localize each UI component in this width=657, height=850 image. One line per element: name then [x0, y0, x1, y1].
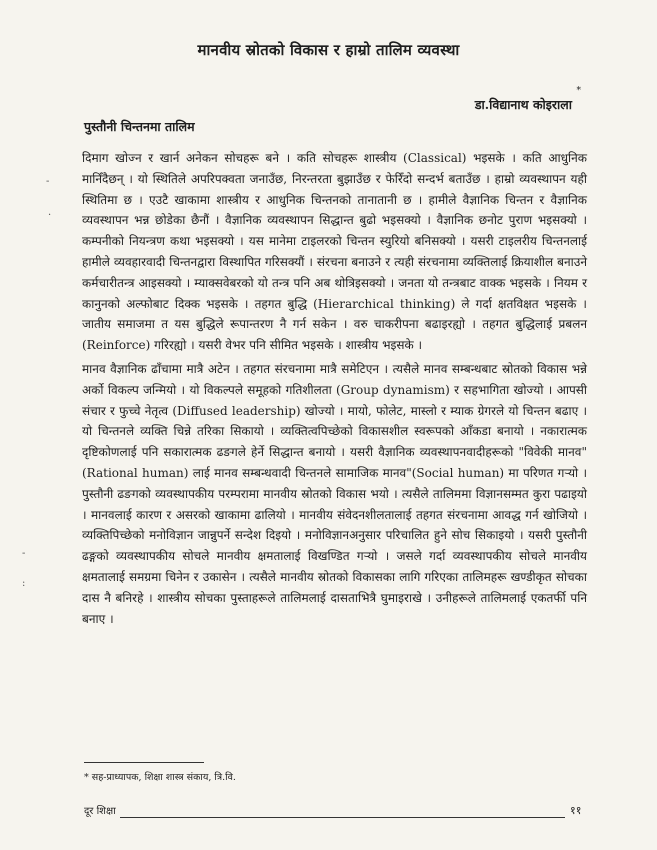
author-name: डा.विद्यानाथ कोइराला — [474, 97, 572, 112]
section-heading: पुस्तौनी चिन्तनमा तालिम — [84, 119, 195, 134]
scan-margin-mark: · — [48, 210, 52, 221]
body-paragraph: दिमाग खोज्न र खार्न अनेकन सोचहरू बने । कति सोचहरू शास्त्रीय (Classical) भइसके । कति आधुनिक मानिँदैछन् । यो स्थितिले अपरिपक्वता जनाउँछ, निरन्तरता बुझाउँछ र फेरिँदो सन्दर्भ बताउँछ । हाम्रो व्यवस्थापन यही स्थितिमा छ । एउटै खाकामा शास्त्रीय र आधुनिक चिन्तनको तानातानी छ । हामीले वैज्ञानिक चिन्तन र वैज्ञानिक व्यवस्थापन भन्न छोडेका छैनौं । वैज्ञानिक व्यवस्थापन सिद्धान्त बुढो भइसक्यो । वैज्ञानिक छनोट पुराण भइसक्यो । कम्पनीको नियन्त्रण कथा भइसक्यो । यस मानेमा टाइलरको चिन्तन स्युरियो बनिसक्यो । यसरी टाइलरीय चिन्तनलाई हामीले व्यवहारवादी चिन्तनद्वारा विस्थापित गरिसक्यौं । संरचना बनाउने र त्यही संरचनामा व्यक्तिलाई क्रियाशील बनाउने कर्मचारीतन्त्र आइसक्यो । म्याक्सवेबरको यो तन्त्र पनि अब थोत्रिइसक्यो । जनता यो तन्त्रबाट वाक्क भइसके । नियम र कानुनको अल्फोबाट दिक्क भइसके । तहगत बुद्धि (Hierarchical thinking) ले गर्दा क्षतविक्षत भइसके । जातीय समाजमा त यस बुद्धिले रूपान्तरण नै गर्न सकेन । वरु चाकरीपना बढाइरह्यो । तहगत बुद्धिलाई प्रबलन (Reinforce) गरिरह्यो । यसरी वेभर पनि सीमित भइसके । शास्त्रीय भइसके । — [82, 151, 587, 353]
scan-margin-mark: - — [22, 548, 26, 559]
document-title: मानवीय स्रोतको विकास र हाम्रो तालिम व्यवस्था — [197, 41, 460, 59]
scan-margin-mark: - — [46, 176, 50, 187]
footer-journal-name: दूर शिक्षा — [84, 806, 116, 817]
footer-divider — [120, 817, 565, 818]
body-paragraph: मानव वैज्ञानिक ढाँचामा मात्रै अटेन । तहगत संरचनामा मात्रै समेटिएन । त्यसैले मानव सम्बन्धबाट स्रोतको विकास भन्ने अर्को विकल्प जन्मियो । यो विकल्पले समूहको गतिशीलता (Group dynamism) र सहभागिता खोज्यो । आपसी संचार र फुच्चे नेतृत्व (Diffused leadership) खोज्यो । मायो, फोलेट, मास्लो र म्याक ग्रेगरले यो चिन्तन बढाए । यो चिन्तनले व्यक्ति चिन्ने तरिका सिकायो । व्यक्तित्वपिच्छेको विकासशील स्वरूपको आँकडा बनायो । नकारात्मक दृष्टिकोणलाई पनि सकारात्मक ढङगले हेर्ने सिद्धान्त बनायो । यसरी वैज्ञानिक व्यवस्थापनवादीहरूको "विवेकी मानव" (Rational human) लाई मानव सम्बन्धवादी चिन्तनले सामाजिक मानव"(Social human) मा परिणत गऱ्यो । पुस्तौनी ढङगको व्यवस्थापकीय परम्परामा मानवीय स्रोतको विकास भयो । त्यसैले तालिममा विज्ञानसम्मत कुरा पढाइयो । मानवलाई कारण र असरको खाकामा ढालियो । मानवीय संवेदनशीलतालाई तहगत संरचनामा आवद्ध गर्न खोजियो । व्यक्तिपिच्छेको मनोविज्ञान जान्नुपर्ने सन्देश दिइयो । मनोविज्ञानअनुसार परिचालित हुने सोच सिकाइयो । यसरी पुस्तौनी ढङ्गको व्यवस्थापकीय सोचले मानवीय क्षमतालाई विखण्डित गऱ्यो । जसले गर्दा व्यवस्थापकीय सोचले मानवीय क्षमतालाई समग्रमा चिनेन र उकासेन । त्यसैले मानवीय स्रोतको विकासका लागि गरिएका तालिमहरू खण्डीकृत सोचका दास नै बनिरहे । शास्त्रीय सोचका पुस्ताहरूले तालिमलाई दासताभित्रै घुमाइराखे । उनीहरूले तालिमलाई एकतर्फी पनि बनाए । — [82, 362, 587, 626]
author-footnote-marker: * — [576, 86, 581, 96]
footnote: * सह-प्राध्यापक, शिक्षा शास्त्र संकाय, त्रि.वि. — [84, 772, 236, 783]
page-number: ११ — [570, 804, 582, 817]
footnote-divider — [84, 762, 204, 763]
scan-margin-mark: : — [22, 578, 26, 589]
